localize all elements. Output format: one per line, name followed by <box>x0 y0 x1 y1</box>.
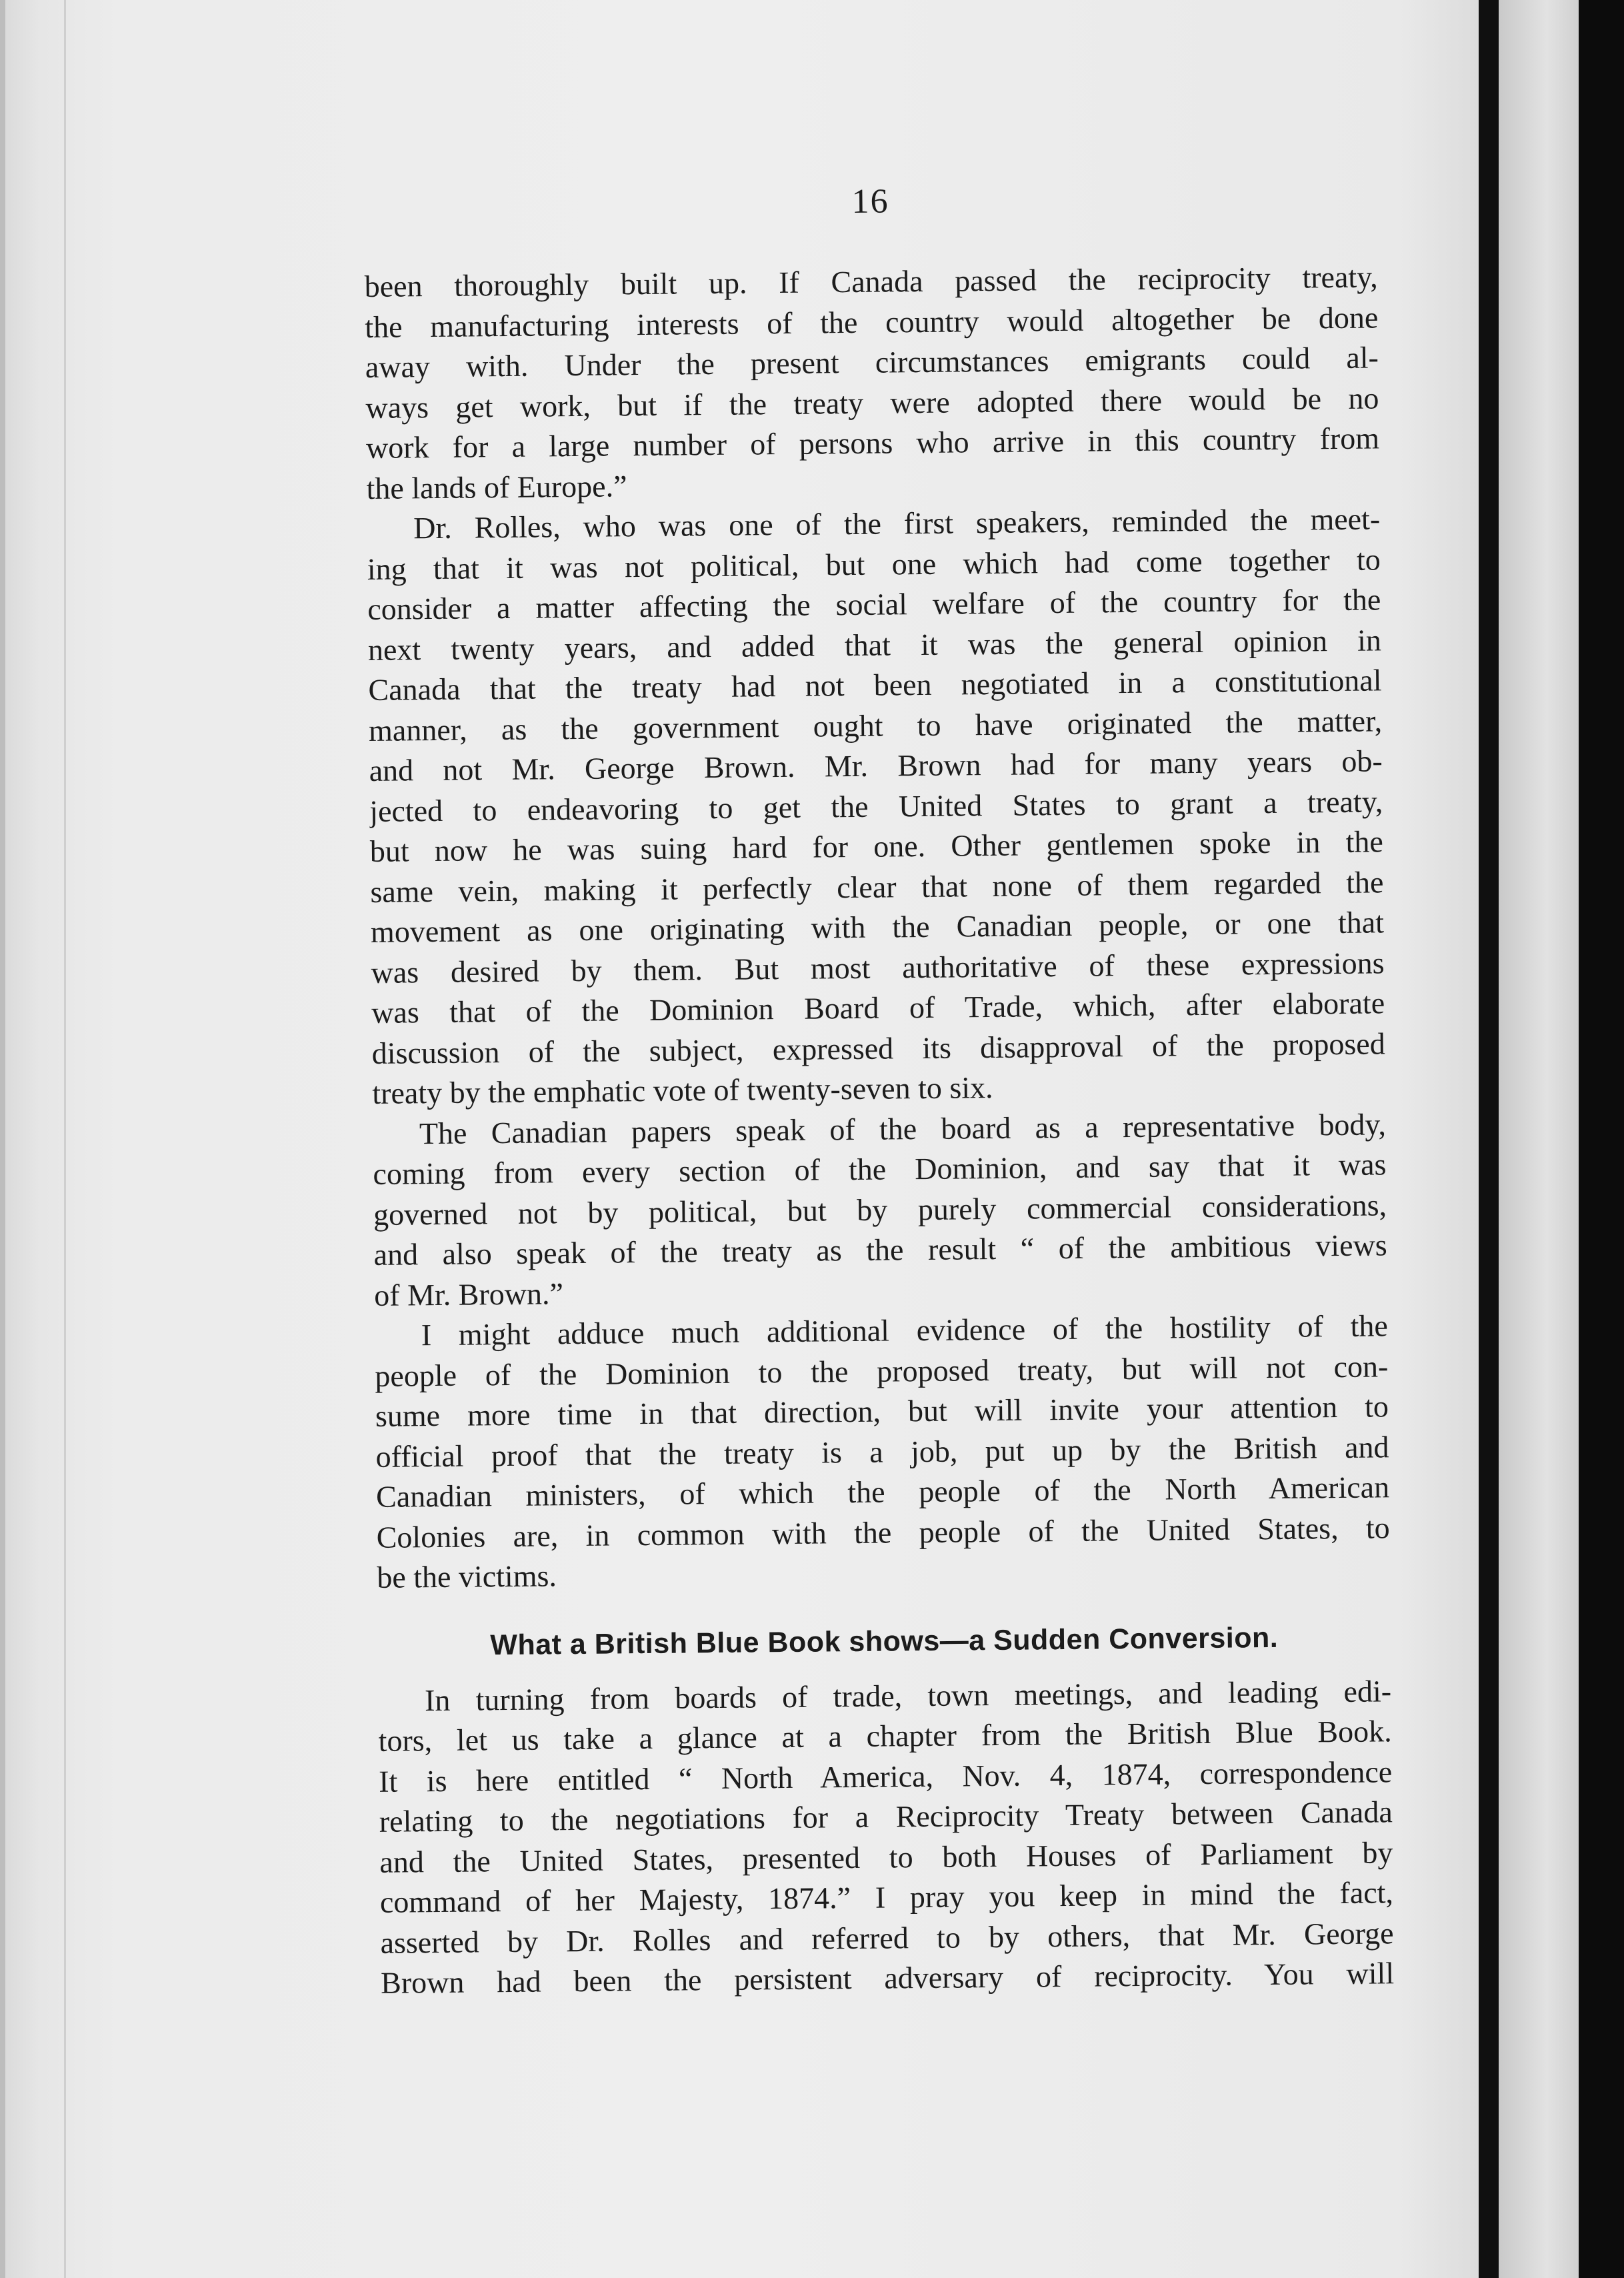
paragraph-2 <box>367 499 1386 1114</box>
section-heading: What a British Blue Book shows—a Sudden Conversion. <box>490 1621 1279 1661</box>
page-left-edge <box>0 0 5 2278</box>
text-line: same vein, making it perfectly clear that none of them regarded the <box>370 864 1384 909</box>
text-line: official proof that the treaty is a job, put up by the British and <box>375 1429 1389 1474</box>
text-line: manner, as the government ought to have originated the matter, <box>368 703 1383 748</box>
text-line: Brown had been the persistent adversary of reciprocity. You will <box>380 1956 1395 2000</box>
text-line: ways get work, but if the treaty were adopted there would be no <box>365 380 1379 425</box>
text-line: Canadian ministers, of which the people of the North American <box>375 1470 1390 1514</box>
text-line: but now he was suing hard for one. Other gentlemen spoke in the <box>369 824 1384 868</box>
text-line: of Mr. Brown.” <box>373 1276 564 1312</box>
text-line: the lands of Europe.” <box>366 468 627 505</box>
text-line: away with. Under the present circumstances emigrants could al- <box>365 340 1379 384</box>
text-line: Colonies are, in common with the people of the United States, to <box>376 1510 1390 1554</box>
text-line: been thoroughly built up. If Canada passed the reciprocity treaty, <box>364 259 1378 303</box>
text-line: It is here entitled “ North America, Nov. 4, 1874, correspondence <box>378 1754 1393 1799</box>
text-line: In turning from boards of trade, town meetings, and leading edi- <box>424 1673 1392 1717</box>
text-line: ing that it was not political, but one which had come together to <box>367 541 1381 586</box>
text-line: The Canadian papers speak of the board as a representative body, <box>419 1106 1387 1150</box>
text-line: the manufacturing interests of the country would altogether be done <box>365 299 1379 344</box>
paragraph-3 <box>373 1104 1388 1316</box>
text-line: Dr. Rolles, who was one of the first speakers, reminded the meet- <box>413 501 1381 545</box>
text-line: tors, let us take a glance at a chapter from the British Blue Book. <box>378 1714 1392 1758</box>
paragraph-4 <box>375 1306 1391 1598</box>
text-line: governed not by political, but by purely commercial considerations, <box>373 1187 1387 1232</box>
text-line: asserted by Dr. Rolles and referred to by others, that Mr. George <box>380 1915 1394 1960</box>
text-line: I might adduce much additional evidence of the hostility of the <box>421 1308 1388 1352</box>
scan-border <box>1579 0 1624 2278</box>
text-line: was desired by them. But most authoritative of these expressions <box>371 945 1385 990</box>
page-number: 16 <box>851 182 889 221</box>
paragraph-1 <box>364 257 1379 509</box>
adjacent-page-edge <box>1499 0 1579 2278</box>
text-line: and the United States, presented to both Houses of Parliament by <box>379 1835 1393 1879</box>
text-line: discussion of the subject, expressed its disapproval of the proposed <box>371 1026 1385 1070</box>
text-line: consider a matter affecting the social welfare of the country for the <box>367 582 1381 626</box>
text-line: next twenty years, and added that it was the general opinion in <box>367 622 1382 667</box>
text-line: people of the Dominion to the proposed treaty, but will not con- <box>375 1348 1389 1393</box>
body-paragraphs <box>364 257 1390 1598</box>
text-line: jected to endeavoring to get the United States to grant a treaty, <box>369 784 1383 828</box>
text-line: work for a large number of persons who arrive in this country from <box>365 421 1380 465</box>
text-line: and not Mr. George Brown. Mr. Brown had for many years ob- <box>369 744 1383 788</box>
text-line: command of her Majesty, 1874.” I pray you keep in mind the fact, <box>379 1875 1394 1919</box>
text-line: sume more time in that direction, but will invite your attention to <box>375 1389 1389 1433</box>
text-line: treaty by the emphatic vote of twenty-seven to six. <box>372 1070 993 1110</box>
page-fold-line <box>64 0 66 2278</box>
paragraph-5 <box>378 1671 1395 2004</box>
text-line: and also speak of the treaty as the result “ of the ambitious views <box>373 1228 1387 1272</box>
book-gutter <box>1479 0 1499 2278</box>
text-line: movement as one originating with the Canadian people, or one that <box>370 905 1385 949</box>
text-line: be the victims. <box>377 1558 557 1594</box>
text-line: was that of the Dominion Board of Trade, which, after elaborate <box>371 986 1385 1030</box>
text-line: relating to the negotiations for a Reciprocity Treaty between Canada <box>379 1795 1393 1839</box>
page-text-block <box>363 157 1394 2003</box>
text-line: Canada that the treaty had not been negotiated in a constitutional <box>368 663 1382 707</box>
text-line: coming from every section of the Dominion, and say that it was <box>373 1147 1387 1191</box>
